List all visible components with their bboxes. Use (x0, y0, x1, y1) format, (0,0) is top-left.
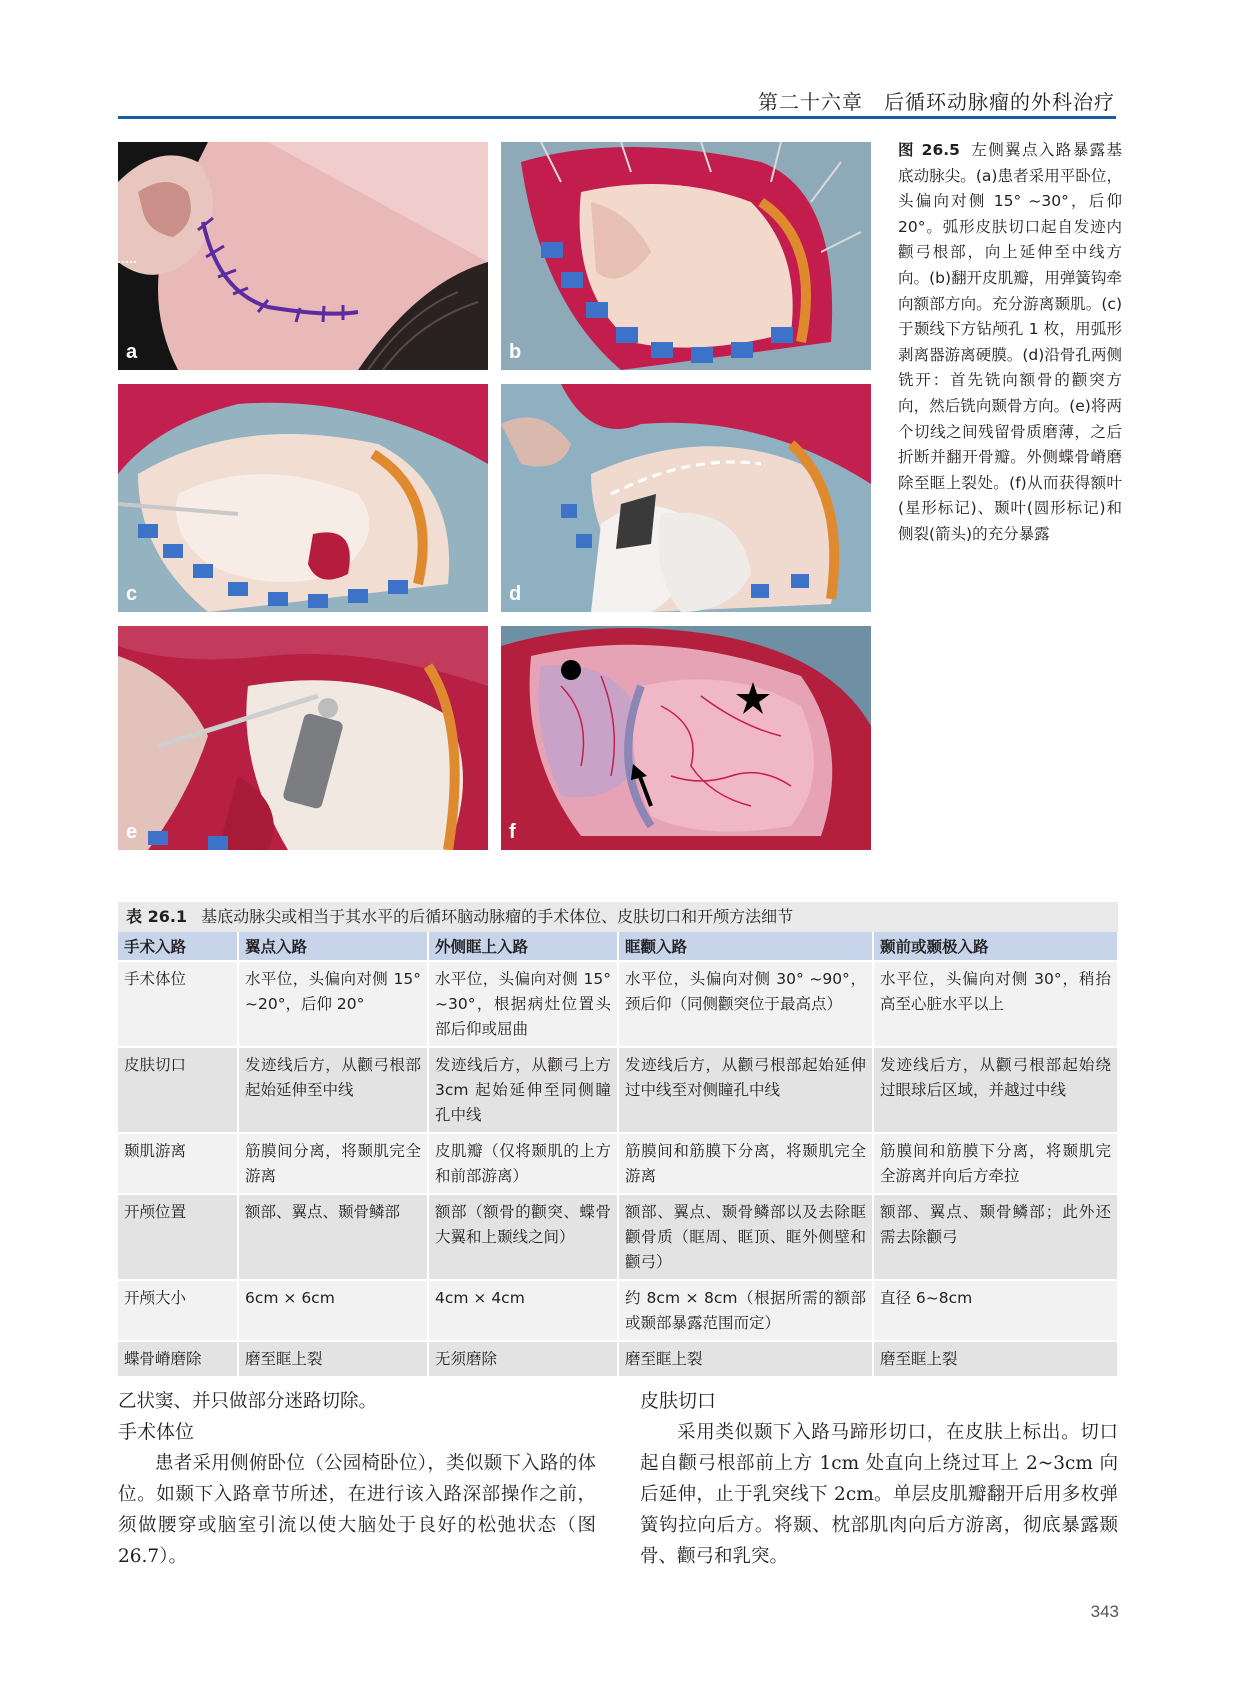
table-cell: 额部、翼点、颞骨鳞部；此外还需去除颧弓 (873, 1194, 1118, 1280)
figure-caption (898, 138, 1122, 548)
table-cell: 水平位，头偏向对侧 15° ~20°，后仰 20° (238, 961, 428, 1047)
figure-panel-f (501, 626, 871, 850)
table-cell: 开颅大小 (118, 1280, 238, 1341)
panel-letter-d: d (509, 583, 522, 605)
table-caption (118, 902, 1118, 932)
approach-comparison-table (118, 932, 1119, 1376)
table-header-cell: 手术入路 (118, 932, 238, 961)
panel-a-image (118, 142, 488, 370)
panel-f-image (501, 626, 871, 850)
table-cell: 筋膜间和筋膜下分离，将颞肌完全游离并向后方牵拉 (873, 1133, 1118, 1194)
panel-e-image (118, 626, 488, 850)
table-cell: 发迹线后方，从颧弓上方 3cm 起始延伸至同侧瞳孔中线 (428, 1047, 618, 1133)
table-cell: 开颅位置 (118, 1194, 238, 1280)
table-26-1 (118, 902, 1118, 1376)
panel-letter-f: f (509, 821, 516, 843)
table-row (118, 1341, 1118, 1376)
table-cell: 水平位，头偏向对侧 15° ~30°，根据病灶位置头部后仰或屈曲 (428, 961, 618, 1047)
body-left-column (118, 1386, 596, 1572)
table-header-cell: 眶颧入路 (618, 932, 873, 961)
table-cell: 颞肌游离 (118, 1133, 238, 1194)
panel-letter-e: e (126, 821, 138, 843)
figure-caption-text: 左侧翼点入路暴露基底动脉尖。(a)患者采用平卧位，头偏向对侧 15° ~30°，后仰 20°。弧形皮肤切口起自发迹内颧弓根部，向上延伸至中线方向。(b)翻开皮肌瓣，用弹簧钩牵向额部方向。充分游离颞肌。(c)于颞线下方钻颅孔 1 枚，用弧形剥离器游离硬膜。(d)沿骨孔两侧铣开：首先铣向额骨的颧突方向，然后铣向颞骨方向。(e)将两个切线之间残留骨质磨薄，之后折断并翻开骨瓣。外侧蝶骨嵴磨除至眶上裂处。(f)从而获得额叶(星形标记)、颞叶(圆形标记)和侧裂(箭头)的充分暴露 (898, 141, 1122, 543)
figure-panel-d (501, 384, 871, 612)
table-row (118, 1133, 1118, 1194)
panel-d-image (501, 384, 871, 612)
table-header-cell: 外侧眶上入路 (428, 932, 618, 961)
table-row (118, 1194, 1118, 1280)
panel-c-image (118, 384, 488, 612)
table-cell: 4cm × 4cm (428, 1280, 618, 1341)
table-caption-label: 表 26.1 (126, 907, 188, 926)
table-header-cell: 翼点入路 (238, 932, 428, 961)
panel-letter-c: c (126, 583, 138, 605)
panel-b-image (501, 142, 871, 370)
paragraph-position: 患者采用侧俯卧位（公园椅卧位），类似颞下入路的体位。如颞下入路章节所述，在进行该入路深部操作之前，须做腰穿或脑室引流以使大脑处于良好的松弛状态（图 26.7）。 (118, 1453, 596, 1567)
panel-letter-a: a (126, 341, 138, 363)
table-cell: 磨至眶上裂 (873, 1341, 1118, 1376)
running-header: 第二十六章 后循环动脉瘤的外科治疗 (758, 90, 1115, 114)
table-cell: 发迹线后方，从颧弓根部起始绕过眼球后区域，并越过中线 (873, 1047, 1118, 1133)
header-rule (118, 116, 1116, 119)
table-cell: 发迹线后方，从颧弓根部起始延伸过中线至对侧瞳孔中线 (618, 1047, 873, 1133)
table-cell: 发迹线后方，从颧弓根部起始延伸至中线 (238, 1047, 428, 1133)
figure-panel-b (501, 142, 871, 370)
section-heading-incision: 皮肤切口 (640, 1390, 717, 1412)
table-caption-title: 基底动脉尖或相当于其水平的后循环脑动脉瘤的手术体位、皮肤切口和开颅方法细节 (201, 907, 794, 926)
table-cell: 直径 6~8cm (873, 1280, 1118, 1341)
table-cell: 蝶骨嵴磨除 (118, 1341, 238, 1376)
figure-caption-label: 图 26.5 (898, 141, 960, 159)
table-header-cell: 颞前或颞极入路 (873, 932, 1118, 961)
figure-panel-e (118, 626, 488, 850)
table-row (118, 961, 1118, 1047)
continuation-text: 乙状窦、并只做部分迷路切除。 (118, 1391, 378, 1412)
figure-panel-c (118, 384, 488, 612)
table-cell: 水平位，头偏向对侧 30°，稍抬高至心脏水平以上 (873, 961, 1118, 1047)
table-cell: 约 8cm × 8cm（根据所需的额部或颞部暴露范围而定） (618, 1280, 873, 1341)
table-cell: 水平位，头偏向对侧 30° ~90°，颈后仰（同侧颧突位于最高点） (618, 961, 873, 1047)
table-cell: 手术体位 (118, 961, 238, 1047)
panel-letter-b: b (509, 341, 522, 363)
table-header-row (118, 932, 1118, 961)
table-row (118, 1280, 1118, 1341)
table-row (118, 1047, 1118, 1133)
paragraph-incision: 采用类似颞下入路马蹄形切口，在皮肤上标出。切口起自颧弓根部前上方 1cm 处直向上绕过耳上 2~3cm 向后延伸，止于乳突线下 2cm。单层皮肌瓣翻开后用多枚弹簧钩拉向后方。将颞、枕部肌肉向后方游离，彻底暴露颞骨、颧弓和乳突。 (640, 1422, 1118, 1567)
table-cell: 额部、翼点、颞骨鳞部 (238, 1194, 428, 1280)
table-cell: 筋膜间和筋膜下分离，将颞肌完全游离 (618, 1133, 873, 1194)
figure-panel-a (118, 142, 488, 370)
table-cell: 皮肌瓣（仅将颞肌的上方和前部游离） (428, 1133, 618, 1194)
table-cell: 6cm × 6cm (238, 1280, 428, 1341)
table-cell: 皮肤切口 (118, 1047, 238, 1133)
page-number: 343 (1090, 1602, 1119, 1621)
table-cell: 磨至眶上裂 (238, 1341, 428, 1376)
body-right-column (640, 1386, 1118, 1572)
table-cell: 磨至眶上裂 (618, 1341, 873, 1376)
section-heading-position: 手术体位 (118, 1421, 195, 1443)
table-cell: 额部、翼点、颞骨鳞部以及去除眶颧骨质（眶周、眶顶、眶外侧壁和颧弓） (618, 1194, 873, 1280)
table-cell: 筋膜间分离，将颞肌完全游离 (238, 1133, 428, 1194)
table-cell: 无须磨除 (428, 1341, 618, 1376)
table-cell: 额部（额骨的颧突、蝶骨大翼和上颞线之间） (428, 1194, 618, 1280)
figure-26-5 (118, 142, 868, 850)
